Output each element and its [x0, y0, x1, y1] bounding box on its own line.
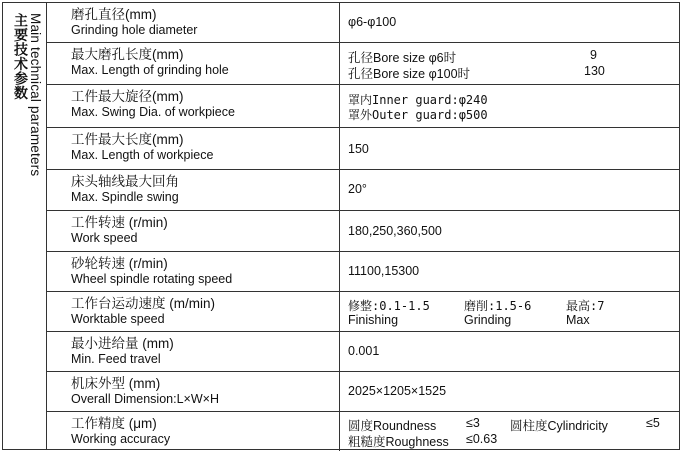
table-row [47, 412, 679, 451]
param-value: 20° [348, 182, 367, 196]
param-value: 180,250,360,500 [348, 224, 442, 238]
param-name-cn: 磨孔直径(mm) [71, 7, 157, 22]
table-row [47, 292, 679, 332]
table-row [47, 211, 679, 252]
side-title-cn: 主要技术参数 [13, 13, 29, 100]
max-speed: 最高:7 [566, 299, 605, 313]
roundness-label: 圆度Roundness [348, 419, 437, 433]
table-row [47, 252, 679, 292]
grinding-speed: 磨削:1.5-6 [464, 299, 532, 313]
param-name-en: Work speed [71, 231, 138, 245]
param-name-en: Max. Length of grinding hole [71, 63, 229, 77]
param-name-en: Worktable speed [71, 312, 165, 326]
param-name-cn: 工件转速 (r/min) [71, 215, 168, 230]
finishing-speed: 修整:0.1-1.5 [348, 299, 430, 313]
cylindricity-label: 圆柱度Cylindricity [510, 419, 608, 433]
roundness-value: ≤3 [466, 416, 480, 430]
roughness-value: ≤0.63 [466, 432, 498, 446]
table-row [47, 170, 679, 211]
param-name-en: Max. Spindle swing [71, 190, 179, 204]
table-body [47, 3, 679, 449]
param-name-cn: 工作精度 (μm) [71, 416, 157, 431]
param-value: 2025×1205×1525 [348, 384, 447, 398]
cylindricity-value: ≤5 [646, 416, 660, 430]
param-name-cn: 工件最大长度(mm) [71, 132, 184, 147]
table-row [47, 3, 679, 43]
param-name-en: Wheel spindle rotating speed [71, 272, 233, 286]
outer-guard: 罩外Outer guard:φ500 [348, 108, 488, 122]
param-name-cn: 工件最大旋径(mm) [71, 89, 184, 104]
param-name-cn: 砂轮转速 (r/min) [71, 256, 168, 271]
max-label: Max [566, 313, 590, 327]
param-value: 0.001 [348, 344, 380, 358]
param-name-cn: 工作台运动速度 (m/min) [71, 296, 215, 311]
param-name-cn: 最大磨孔长度(mm) [71, 47, 184, 62]
table-row [47, 372, 679, 412]
table-row [47, 43, 679, 85]
param-name-en: Max. Swing Dia. of workpiece [71, 105, 235, 119]
param-name-en: Working accuracy [71, 432, 171, 446]
param-name-en: Max. Length of workpiece [71, 148, 214, 162]
param-name-cn: 机床外型 (mm) [71, 376, 161, 391]
table-row [47, 85, 679, 128]
param-value: φ6-φ100 [348, 15, 397, 29]
bore-line-1: 孔径Bore size φ6时 [348, 51, 457, 65]
roughness-label: 粗糙度Roughness [348, 435, 449, 449]
bore-line-2: 孔径Bore size φ100时 [348, 67, 471, 81]
side-header [3, 3, 47, 449]
param-name-en: Min. Feed travel [71, 352, 161, 366]
side-title-en: Main technical parameters [28, 13, 43, 177]
param-name-en: Overall Dimension:L×W×H [71, 392, 219, 406]
param-name-cn: 床头轴线最大回角 [71, 174, 179, 189]
table-row [47, 128, 679, 170]
parameters-table [2, 2, 680, 450]
inner-guard: 罩内Inner guard:φ240 [348, 93, 488, 107]
table-row [47, 332, 679, 372]
bore-line-1-num: 9 [590, 48, 597, 62]
param-name-cn: 最小进给量 (mm) [71, 336, 174, 351]
grinding-label: Grinding [464, 313, 512, 327]
param-name-en: Grinding hole diameter [71, 23, 198, 37]
finishing-label: Finishing [348, 313, 399, 327]
param-value: 11100,15300 [348, 264, 420, 278]
bore-line-2-num: 130 [584, 64, 605, 78]
param-value: 150 [348, 142, 369, 156]
